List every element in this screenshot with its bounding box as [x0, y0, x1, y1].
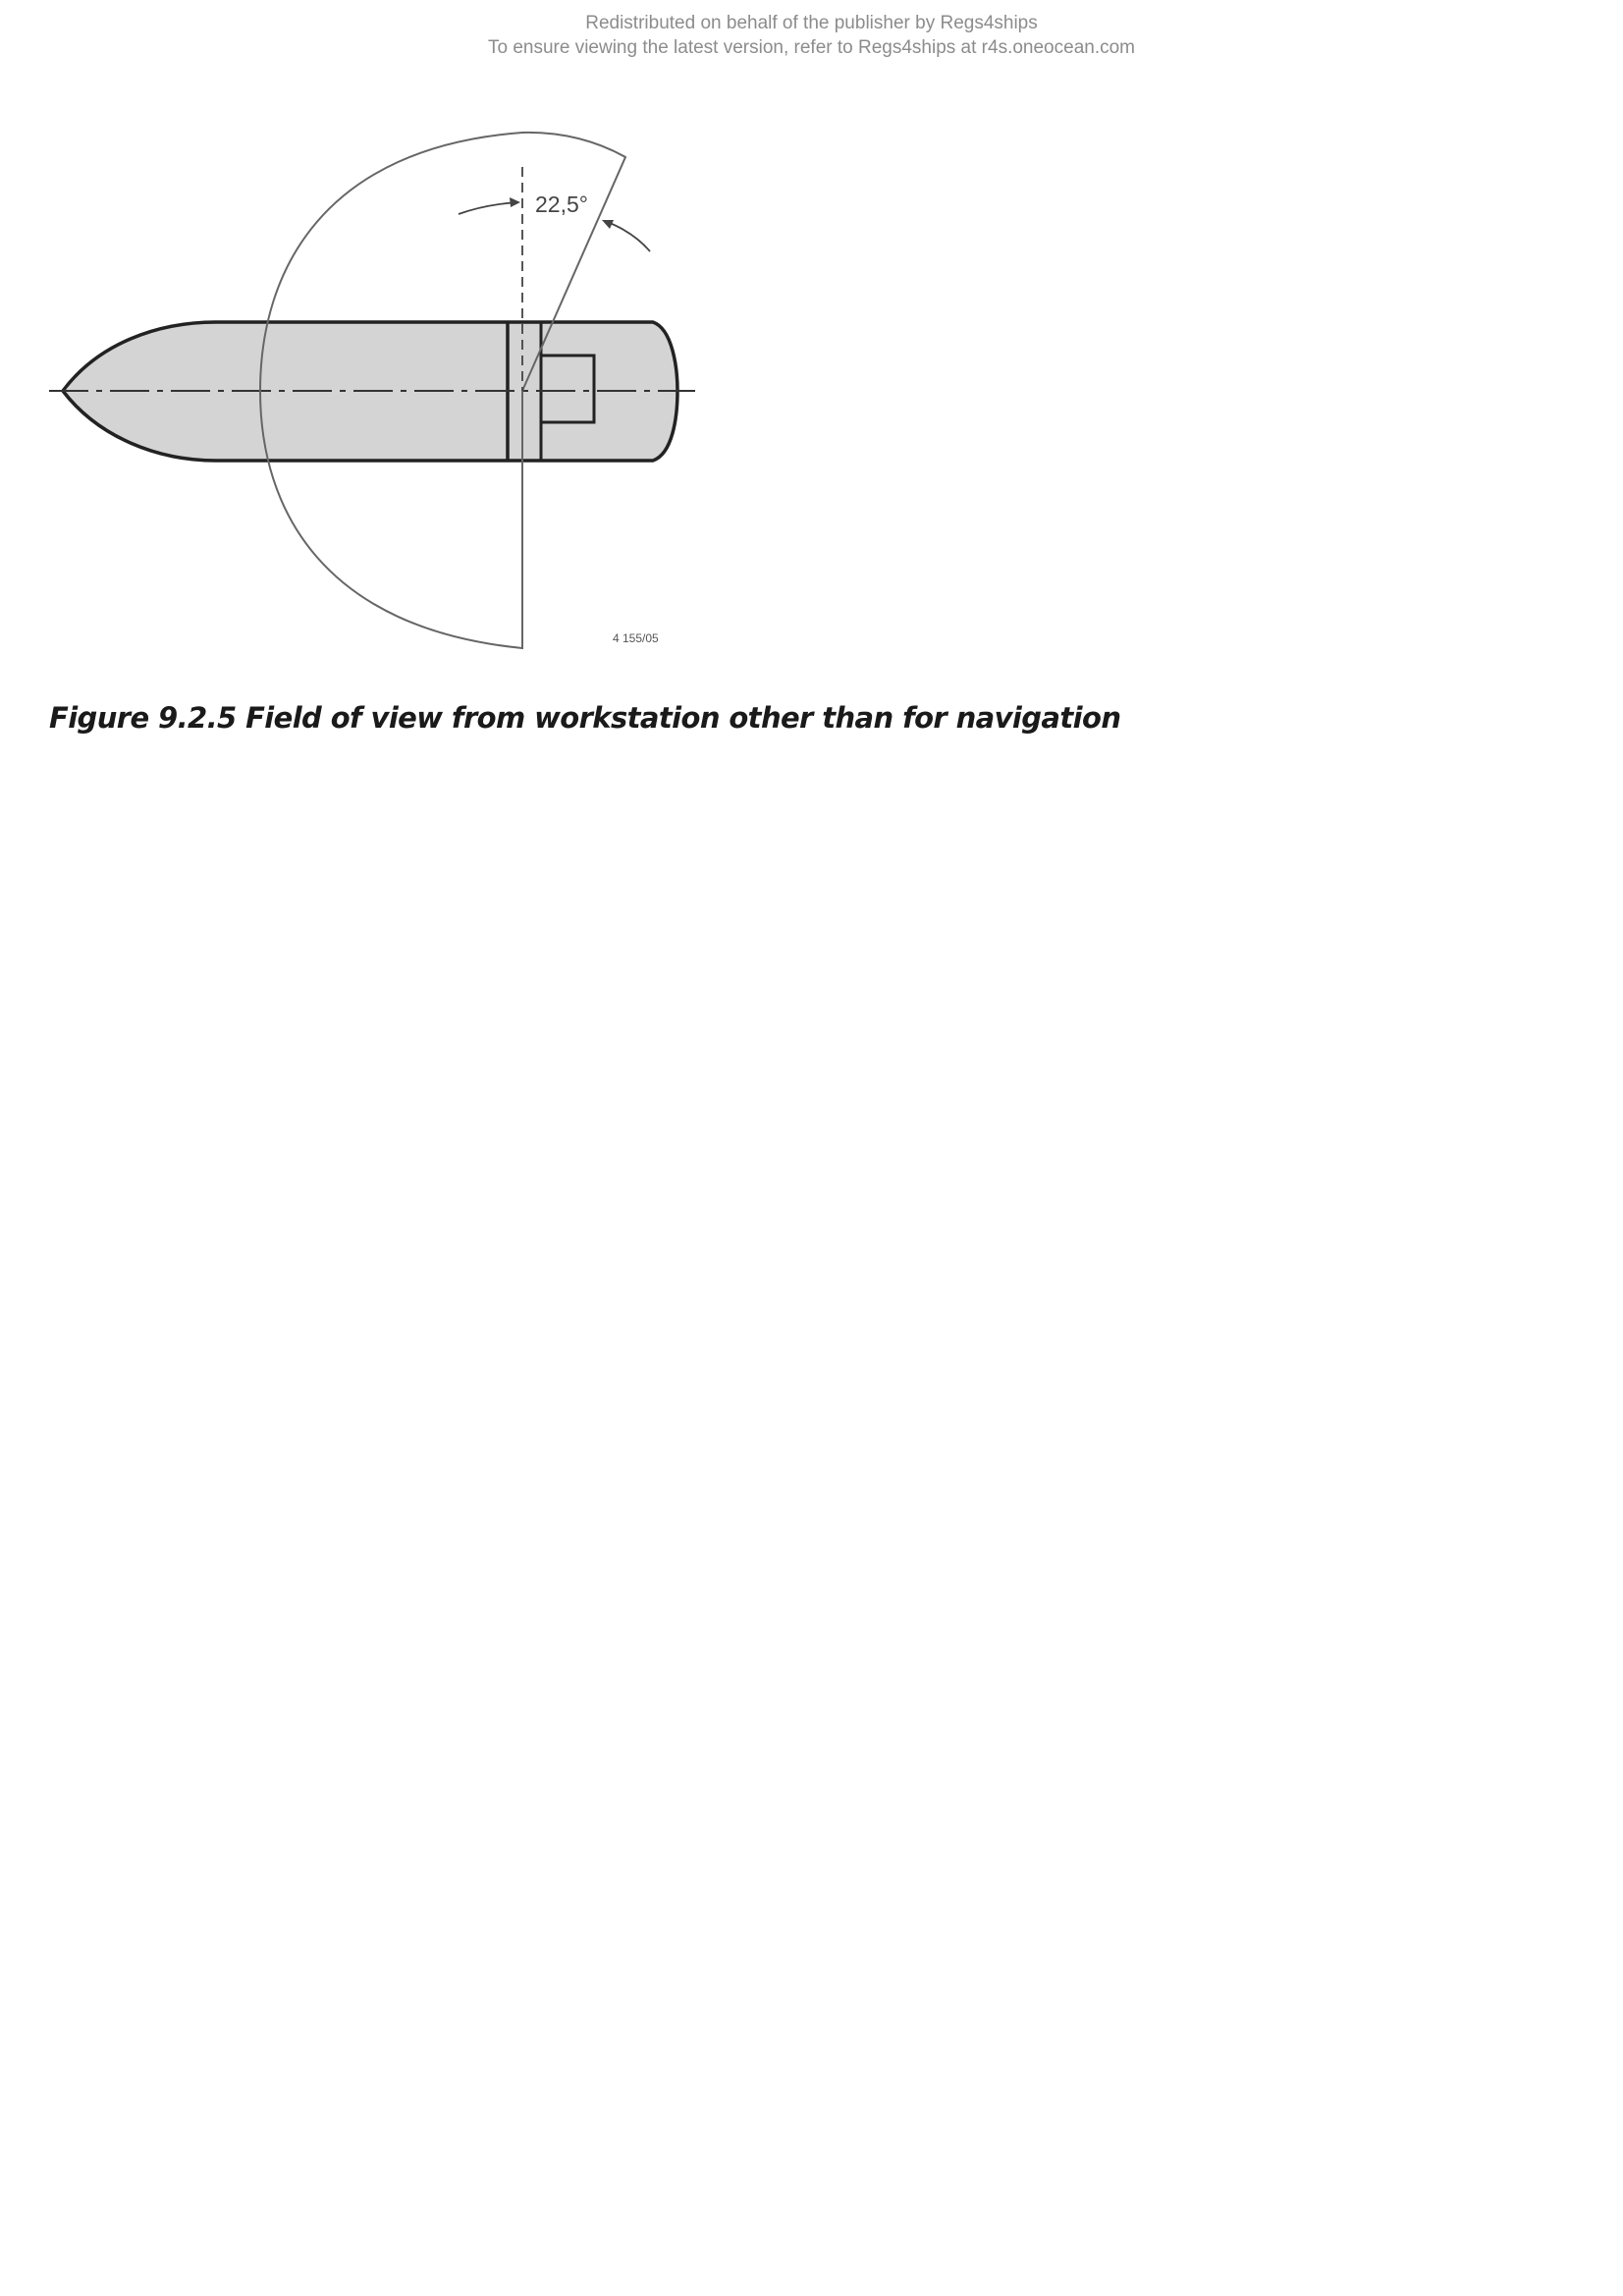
angle-label: 22,5°: [535, 191, 588, 217]
figure-reference-code: 4 155/05: [613, 631, 659, 645]
angle-arc-left: [459, 202, 518, 214]
field-of-view-diagram: [0, 0, 1623, 707]
figure-caption: Figure 9.2.5 Field of view from workstation other than for navigation: [49, 701, 1121, 735]
angle-arrowhead-left: [510, 197, 520, 207]
header-version-line: To ensure viewing the latest version, refer to Regs4ships at r4s.oneocean.com: [487, 37, 1136, 58]
angle-arc-right: [605, 221, 650, 251]
header-publisher-line: Redistributed on behalf of the publisher by Regs4ships: [585, 13, 1038, 33]
